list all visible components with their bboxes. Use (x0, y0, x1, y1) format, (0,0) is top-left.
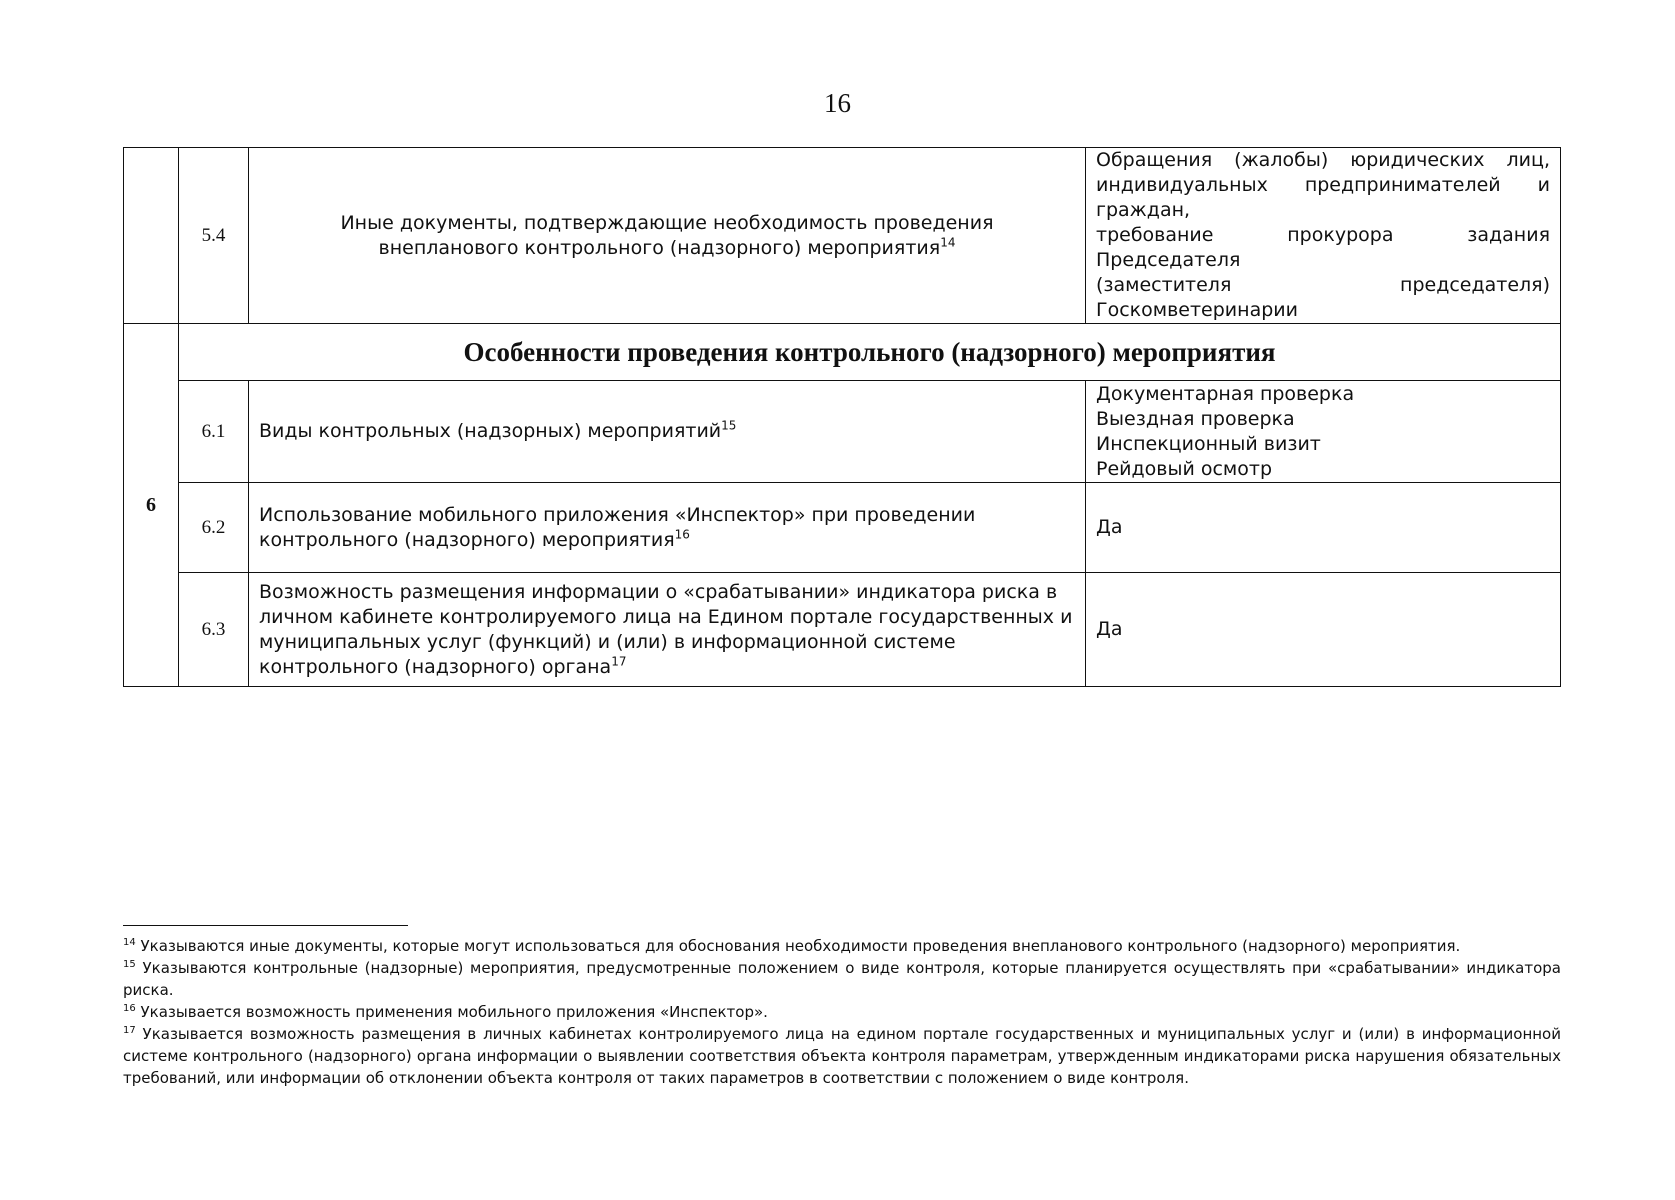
document-table (123, 147, 1561, 687)
footnote-number: 17 (123, 1025, 136, 1036)
footnote (123, 957, 1561, 1001)
footnote-separator (123, 925, 408, 926)
row-description (249, 148, 1086, 324)
value-line: требование прокурора задания Председателя (1096, 224, 1550, 271)
description-text: Иные документы, подтверждающие необходимость проведения внепланового контрольного (надзорного) мероприятия (340, 211, 994, 259)
footnote-number: 15 (123, 959, 136, 970)
page-number: 16 (824, 88, 851, 118)
section-heading-row (124, 324, 1561, 381)
value-line: (заместителя председателя) Госкомветеринарии (1096, 274, 1550, 321)
value-line: Рейдовый осмотр (1096, 457, 1273, 480)
description-text: Виды контрольных (надзорных) мероприятий (259, 420, 722, 442)
row-value: Да (1086, 573, 1561, 687)
table-row-6-3 (124, 573, 1561, 687)
row-number: 6.2 (179, 483, 249, 573)
footnote-number: 16 (123, 1003, 136, 1014)
footnote-text: Указывается возможность размещения в личных кабинетах контролируемого лица на едином портале государственных и муниципальных услуг и (или) в информационной системе контрольного (надзорного) органа информации о выявлении соответствия объекта контроля параметрам, утвержденным индикаторами риска нарушения обязательных требований, или информации об отклонении объекта контроля от таких параметров в соответствии с положением о виде контроля. (123, 1025, 1561, 1087)
value-line: Документарная проверка (1096, 382, 1355, 405)
footnote-ref: 15 (721, 418, 737, 433)
value-line: Обращения (жалобы) юридических лиц, (1096, 149, 1550, 171)
footnotes (123, 935, 1561, 1089)
section-number: 6 (124, 324, 179, 687)
table-row-6-2 (124, 483, 1561, 573)
footnote (123, 1001, 1561, 1023)
footnote-ref: 17 (611, 654, 627, 669)
section-heading: Особенности проведения контрольного (надзорного) мероприятия (179, 324, 1561, 381)
row-value: Да (1086, 483, 1561, 573)
footnote-ref: 14 (940, 235, 956, 250)
footnote-text: Указываются контрольные (надзорные) мероприятия, предусмотренные положением о виде контроля, которые планируется осуществлять при «срабатывании» индикатора риска. (123, 959, 1561, 999)
row-number: 6.1 (179, 381, 249, 483)
row-description (249, 381, 1086, 483)
table-row-5-4 (124, 148, 1561, 324)
description-text: Возможность размещения информации о «срабатывании» индикатора риска в личном кабинете контролируемого лица на Едином портале государственных и муниципальных услуг (функций) и (или) в информационной системе контрольного (надзорного) органа (259, 580, 1073, 678)
row-value (1086, 148, 1561, 324)
footnote-number: 14 (123, 937, 136, 948)
row-number: 6.3 (179, 573, 249, 687)
row-value (1086, 381, 1561, 483)
table-row-6-1 (124, 381, 1561, 483)
row-description (249, 573, 1086, 687)
footnote-text: Указывается возможность применения мобильного приложения «Инспектор». (140, 1003, 768, 1021)
footnote-ref: 16 (674, 527, 690, 542)
value-line: индивидуальных предпринимателей и граждан, (1096, 174, 1550, 221)
footnote (123, 1023, 1561, 1089)
row-number: 5.4 (179, 148, 249, 324)
footnote-text: Указываются иные документы, которые могут использоваться для обоснования необходимости проведения внепланового контрольного (надзорного) мероприятия. (140, 937, 1461, 955)
row-description (249, 483, 1086, 573)
footnote (123, 935, 1561, 957)
description-text: Использование мобильного приложения «Инспектор» при проведении контрольного (надзорного) мероприятия (259, 503, 976, 551)
section-cell-5 (124, 148, 179, 324)
value-line: Выездная проверка (1096, 407, 1295, 430)
value-line: Инспекционный визит (1096, 432, 1321, 455)
